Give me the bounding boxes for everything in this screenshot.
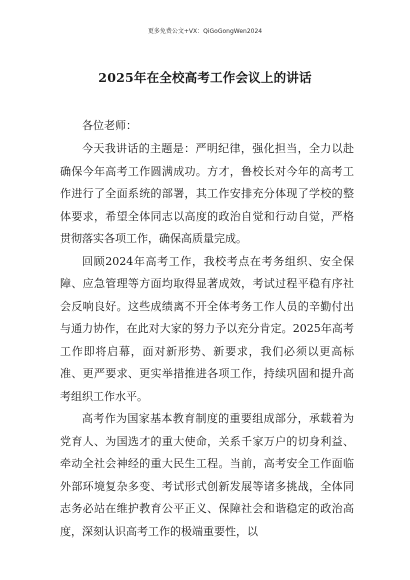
paragraph-2: 回顾2024年高考工作，我校考点在考务组织、安全保障、应急管理等方面均取得显著成效，考试过程平稳有序社会反响良好。这些成绩离不开全体考务工作人员的辛勤付出与通力协作，在此对大家的努力予以充分肯定。2025年高考工作即将启幕，面对新形势、新要求，我们必须以更高标准、更严要求、更实举措推进各项工作，持续巩固和提升高考组织工作水平。: [60, 254, 354, 403]
paragraph-3: 高考作为国家基本教育制度的重要组成部分，承载着为党育人、为国选才的重大使命，关系千家万户的切身利益、牵动全社会神经的重大民生工程。当前，高考安全工作面临外部环境复杂多变、考试形式创新发展等诸多挑战，全体同志务必站在维护教育公平正义、保障社会和谐稳定的政治高度，深刻认识高考工作的极端重要性，以: [60, 412, 354, 538]
paragraph-1: 今天我讲话的主题是：严明纪律，强化担当，全力以赴确保今年高考工作圆满成功。方才，鲁校长对今年的高考工作进行了全面系统的部署，其工作安排充分体现了学校的整体要求，希望全体同志以高度的政治自觉和行动自觉，严格贯彻落实各项工作，确保高质量完成。: [60, 142, 354, 245]
salutation: 各位老师：: [82, 119, 137, 132]
header-note: 更多免费公文+VX：QiGoGongWen2024: [147, 28, 263, 35]
document-title: 2025年在全校高考工作会议上的讲话: [98, 70, 312, 85]
document-body: [60, 116, 354, 543]
